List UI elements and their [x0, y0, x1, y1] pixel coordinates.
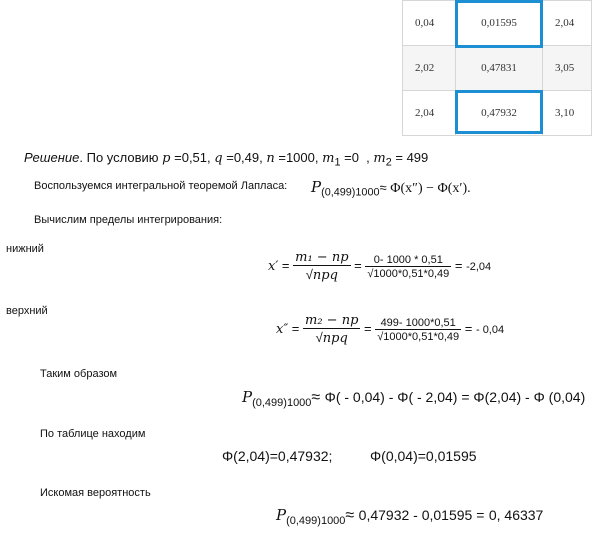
- table-cell: 0,01595: [456, 1, 543, 46]
- upper-den: npq: [322, 331, 348, 346]
- table-cell: 0,47831: [456, 46, 543, 91]
- laplace-formula: $P_{(0,499)1000}\approx \Phi(x'') - \Phi(x')$.: [311, 178, 471, 199]
- upper-formula: x″ = $\frac{\text{m₂ − np}}{\text{√npq}}$ = $\frac{499- 1000*0,51}{√1000*0,51*0,49}$ = - 0,04: [276, 313, 505, 346]
- upper-num: m₂ − np: [305, 313, 359, 328]
- p-value: 0,51: [181, 150, 208, 165]
- n-value: 1000: [285, 150, 315, 165]
- upper-val-den: 1000*0,51*0,49: [383, 330, 460, 343]
- highlight-box: [455, 90, 543, 134]
- lower-result: -2,04: [466, 260, 492, 273]
- lower-val-den: 1000*0,51*0,49: [373, 267, 450, 280]
- solution-label: Решение: [24, 150, 80, 165]
- lower-formula: x′ = $\frac{\text{m₁ − np}}{\text{√npq}}$ = $\frac{0- 1000 * 0,51}{√1000*0,51*0,49}$ = -2,04: [268, 250, 492, 283]
- lower-label: нижний: [6, 243, 44, 255]
- prob-subscript: (0,499)1000: [252, 397, 312, 410]
- solution-intro: . По условию: [79, 150, 159, 165]
- lower-den: npq: [312, 268, 338, 283]
- limits-text: Вычислим пределы интегрирования:: [34, 214, 223, 226]
- lower-num: m₁ − np: [295, 250, 349, 265]
- table-cell: 3,10: [543, 91, 592, 136]
- laplace-rhs: Φ(x″) − Φ(x′).: [390, 181, 471, 196]
- table-cell: 3,05: [543, 46, 592, 91]
- solution-line: Решение. По условию p =0,51, q =0,49, n =1000, $m_1 =0$ , $m_2 = 499$: [24, 150, 429, 169]
- table-cell: 0,47932: [456, 91, 543, 136]
- upper-label: верхний: [6, 305, 48, 317]
- upper-val-num: 499- 1000*0,51: [380, 316, 456, 329]
- answer-formula: $P_{(0,499)1000}\approx 0,47932 - 0,01595 = 0$, 46337: [276, 506, 544, 528]
- prob-subscript: (0,499)1000: [321, 186, 380, 199]
- laplace-text: Воспользуемся интегральной теоремой Лапласа:: [34, 180, 288, 192]
- answer-text: Искомая вероятность: [40, 487, 151, 499]
- q-value: 0,49: [233, 150, 260, 165]
- highlight-box: [455, 0, 543, 48]
- thus-formula: $P_{(0,499)1000}\approx \Phi( - 0,04) - \Phi( - 2,04) = \Phi(2,04) - \Phi$ (0,04): [242, 388, 586, 410]
- lower-val-num: 0- 1000 * 0,51: [373, 253, 443, 266]
- table-cell: 2,02: [403, 46, 456, 91]
- m2-value: 499: [406, 150, 429, 165]
- m1-value: 0: [351, 150, 359, 165]
- answer-result: 0, 46337: [488, 507, 544, 523]
- prob-subscript: (0,499)1000: [286, 515, 346, 528]
- thus-expr: Φ( - 0,04) - Φ( - 2,04) = Φ(2,04) - Φ (0,04): [324, 389, 586, 405]
- answer-expr: 0,47932 - 0,01595 =: [358, 507, 485, 523]
- phi1-value: Φ(2,04)=0,47932;: [222, 448, 333, 464]
- phi2-value: Φ(0,04)=0,01595: [370, 448, 477, 464]
- upper-result: - 0,04: [475, 323, 505, 336]
- table-cell: 2,04: [403, 91, 456, 136]
- thus-text: Таким образом: [40, 368, 118, 380]
- table-row: [403, 46, 592, 91]
- table-cell: 2,04: [543, 1, 592, 46]
- table-find-text: По таблице находим: [40, 428, 146, 440]
- table-cell: 0,04: [403, 1, 456, 46]
